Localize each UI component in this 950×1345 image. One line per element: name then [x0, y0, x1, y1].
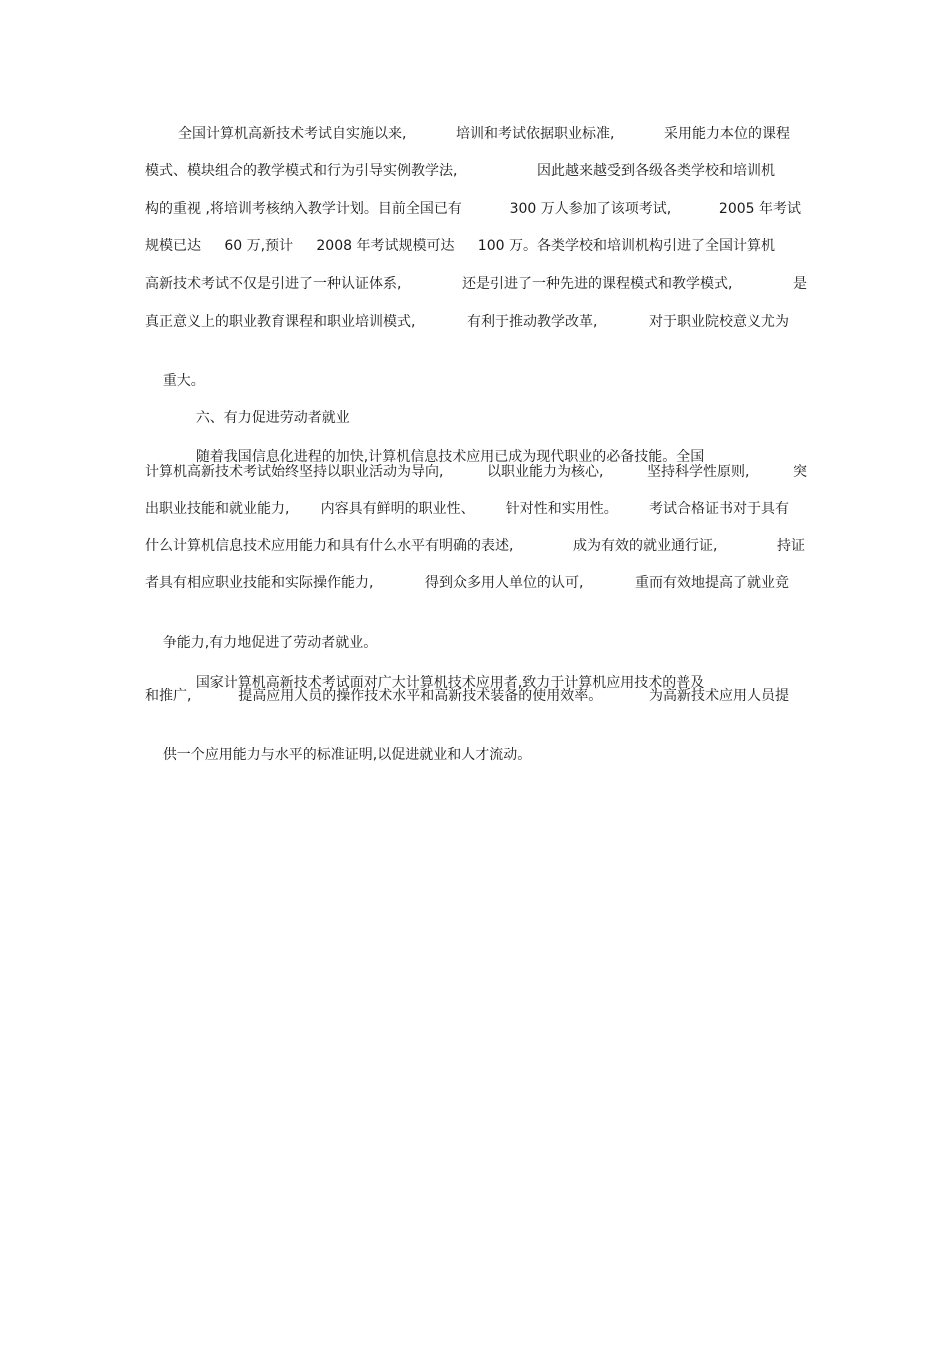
text-segment: 300 万人参加了该项考试, — [509, 201, 672, 217]
text-segment: 重大。 — [162, 373, 205, 389]
text-segment: 计算机高新技术考试始终坚持以职业活动为导向, — [145, 464, 444, 480]
text-segment: 全国计算机高新技术考试自实施以来, — [178, 126, 407, 142]
text-segment: 有利于推动教学改革, — [467, 314, 598, 330]
text-segment: 得到众多用人单位的认可, — [425, 575, 584, 591]
section-heading — [178, 385, 810, 426]
text-segment: 以职业能力为核心, — [487, 464, 604, 480]
text-segment: 构的重视 ,将培训考核纳入教学计划。目前全国已有 — [145, 201, 462, 217]
text-segment: 60 万,预计 — [224, 238, 294, 254]
text-segment: 重而有效地提高了就业竞 — [635, 575, 789, 591]
text-segment: 随着我国信息化进程的加快,计算机信息技术应用已成为现代职业的必备技能。全国 — [195, 449, 705, 465]
paragraph-2-line-1 — [178, 424, 810, 465]
text-segment: 2008 年考试规模可达 — [316, 238, 455, 254]
text-segment: 规模已达 — [145, 238, 201, 254]
text-segment: 坚持科学性原则, — [647, 464, 750, 480]
text-segment: 高新技术考试不仅是引进了一种认证体系, — [145, 276, 402, 292]
text-segment: 内容具有鲜明的职业性、 — [320, 501, 475, 517]
text-segment: 培训和考试依据职业标准, — [456, 126, 615, 142]
text-segment: 采用能力本位的课程 — [664, 126, 790, 142]
paragraph-1-line-4 — [145, 235, 775, 257]
paragraph-2-line-4 — [145, 535, 805, 557]
text-segment: 持证 — [777, 538, 805, 554]
text-segment: 什么计算机信息技术应用能力和具有什么水平有明确的表述, — [145, 538, 514, 554]
paragraph-1-line-2 — [145, 160, 775, 182]
text-segment: 针对性和实用性。 — [505, 501, 618, 517]
paragraph-3-line-1 — [178, 650, 810, 691]
text-segment: 为高新技术应用人员提 — [648, 688, 789, 704]
paragraph-1-line-3 — [145, 198, 801, 220]
text-segment: 还是引进了一种先进的课程模式和教学模式, — [462, 276, 733, 292]
text-segment: 真正意义上的职业教育课程和职业培训模式, — [145, 314, 416, 330]
text-segment: 因此越来越受到各级各类学校和培训机 — [537, 163, 775, 179]
text-segment: 突 — [793, 464, 807, 480]
text-segment: 者具有相应职业技能和实际操作能力, — [145, 575, 374, 591]
text-segment: 争能力,有力地促进了劳动者就业。 — [162, 635, 378, 651]
paragraph-1-line-7 — [145, 348, 810, 389]
paragraph-2-line-2 — [145, 461, 807, 483]
text-segment: 成为有效的就业通行证, — [573, 538, 718, 554]
text-segment: 国家计算机高新技术考试面对广大计算机技术应用者,致力于计算机应用技术的普及 — [195, 675, 705, 691]
paragraph-2-line-6 — [145, 610, 810, 651]
text-segment: 是 — [793, 276, 807, 292]
text-segment: 供一个应用能力与水平的标准证明,以促进就业和人才流动。 — [162, 747, 532, 763]
paragraph-3-line-2 — [145, 685, 789, 707]
text-segment: 考试合格证书对于具有 — [648, 501, 789, 517]
text-segment: 模式、模块组合的教学模式和行为引导实例教学法, — [145, 163, 458, 179]
paragraph-1-line-5 — [145, 273, 807, 295]
paragraph-1-line-1 — [178, 123, 790, 145]
text-segment: 和推广, — [145, 688, 192, 704]
paragraph-1-line-6 — [145, 311, 789, 333]
paragraph-2-line-5 — [145, 572, 789, 594]
heading-text: 六、有力促进劳动者就业 — [195, 410, 350, 426]
text-segment: 出职业技能和就业能力, — [145, 501, 290, 517]
text-segment: 2005 年考试 — [718, 201, 801, 217]
paragraph-2-line-3 — [145, 498, 789, 520]
text-segment: 提高应用人员的操作技术水平和高新技术装备的使用效率。 — [238, 688, 603, 704]
text-segment: 对于职业院校意义尤为 — [649, 314, 789, 330]
text-segment: 100 万。各类学校和培训机构引进了全国计算机 — [477, 238, 775, 254]
paragraph-3-line-3 — [145, 722, 810, 763]
